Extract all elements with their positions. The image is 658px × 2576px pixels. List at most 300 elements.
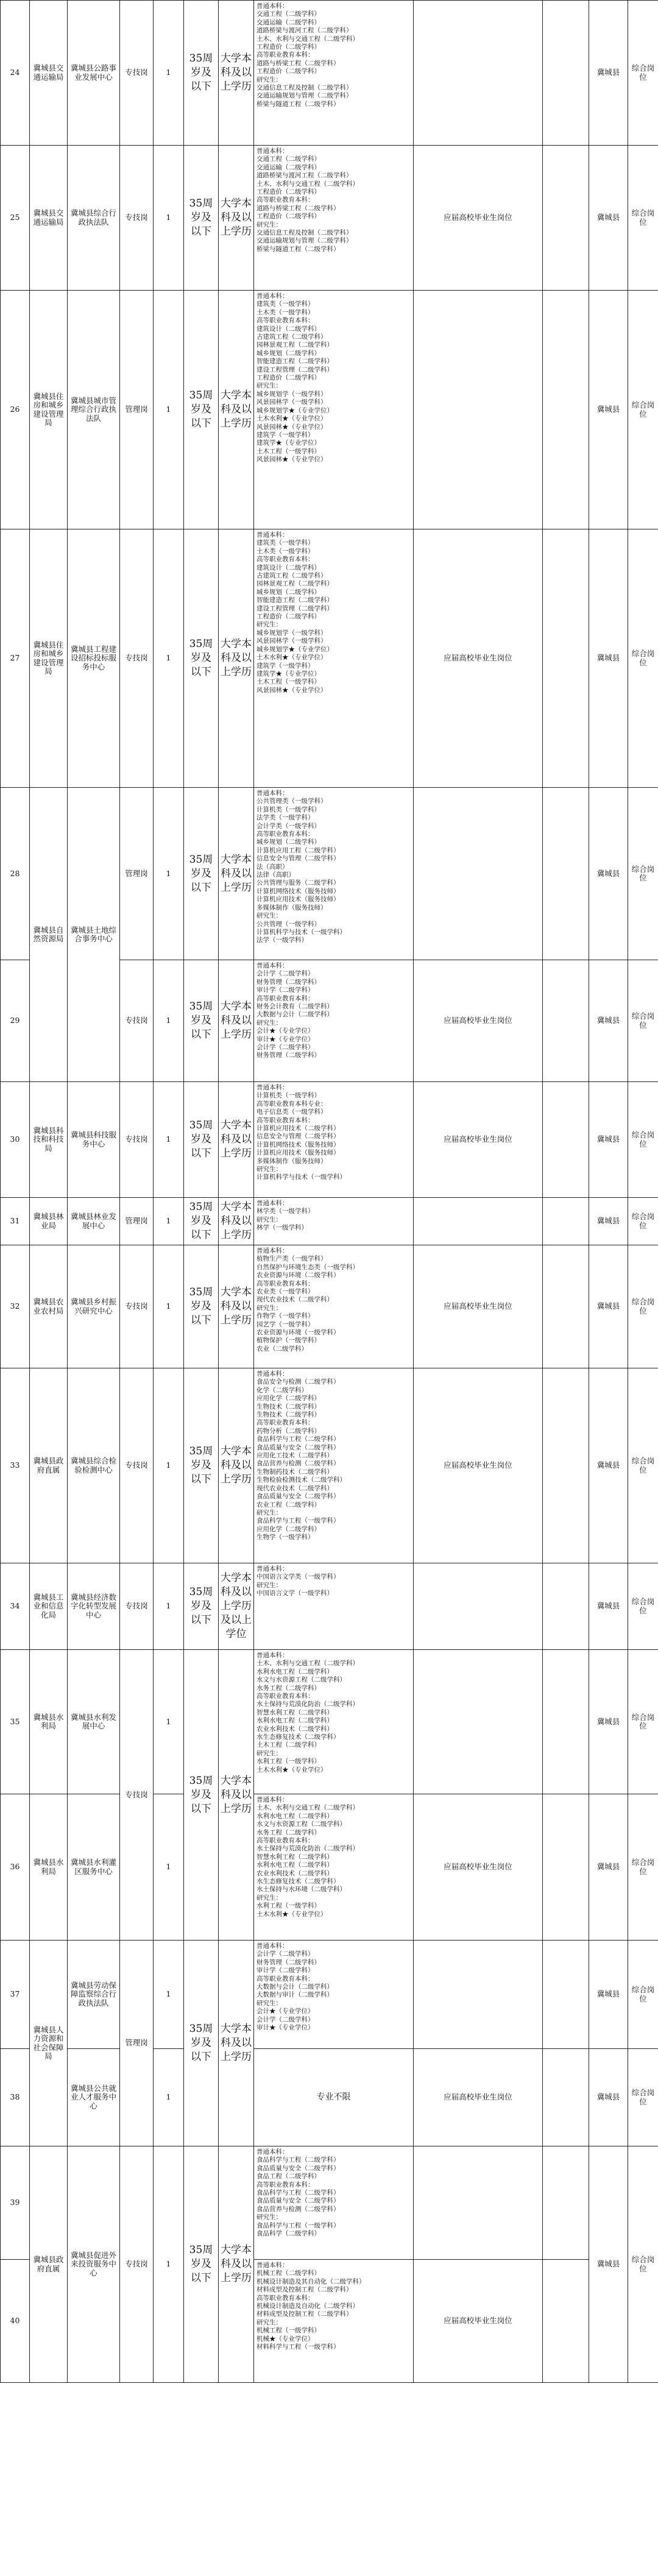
- major-item: 研究生：: [256, 1166, 282, 1173]
- major-item: 建筑设计（二级学科）: [256, 325, 320, 333]
- major-item: 机械设计制造及自动化（二级学科）: [256, 2302, 359, 2310]
- major-item: 城乡规划（二级学科）: [256, 349, 320, 357]
- unit-cell: 冀城县科技服务中心: [68, 1082, 120, 1198]
- row-number: 33: [1, 1368, 30, 1563]
- major-item: 土木工程（一级学科）: [256, 678, 320, 686]
- major-item: 机械工程（二级学科）: [256, 2270, 320, 2277]
- major-item: 研究生：: [256, 1019, 282, 1027]
- department-cell: 冀城县水利局: [30, 1794, 68, 1941]
- major-item: 会计★（专业学位）: [256, 1027, 314, 1035]
- education-cell: 大学本科及以上学历: [219, 1198, 254, 1245]
- count-cell: 1: [154, 1245, 184, 1368]
- majors-cell: [254, 1650, 414, 1794]
- position-category-cell: 综合岗位: [628, 1, 658, 146]
- major-item: 法学（一级学科）: [256, 936, 308, 944]
- major-item: 会计学（二级学科）: [256, 2015, 314, 2023]
- major-item: 林学类（一级学科）: [256, 1208, 314, 1215]
- major-item: 智能建造工程（二级学科）: [256, 596, 333, 604]
- post-type-cell: 专技岗: [120, 1563, 154, 1650]
- major-item: 计算机科学与技术（一级学科）: [256, 928, 346, 936]
- post-type-cell: 管理岗: [120, 1941, 154, 2146]
- other-requirement-cell: [414, 1198, 543, 1245]
- table-row: [1, 1563, 658, 1650]
- major-item: 研究生：: [256, 621, 282, 629]
- major-item: 机械★（专业学位）: [256, 2335, 314, 2343]
- major-item: 食品科学与工程（二级学科）: [256, 1435, 340, 1443]
- position-category-cell: 综合岗位: [628, 1794, 658, 1941]
- row-number: 38: [1, 2049, 30, 2146]
- blank-cell: [543, 1563, 589, 1650]
- county-cell: 冀城县: [589, 1941, 628, 2049]
- row-number: 37: [1, 1941, 30, 2049]
- other-requirement-cell: [414, 1, 543, 146]
- unit-cell: 冀城县土地综合事务中心: [68, 788, 120, 1082]
- major-item: 食品工程（二级学科）: [256, 2173, 320, 2181]
- major-item: 生物学（一级学科）: [256, 1534, 314, 1541]
- department-cell: 冀城县水利局: [30, 1650, 68, 1794]
- education-cell: 大学本科及以上学历: [219, 1, 254, 146]
- table-row: [1, 1368, 658, 1563]
- major-item: 材料成型及控制工程（二级学科）: [256, 2286, 353, 2294]
- major-item: 智慧水利工程（二级学科）: [256, 1853, 333, 1861]
- major-item: 智慧水利工程（二级学科）: [256, 1708, 333, 1716]
- education-cell: 大学本科及以上学历: [219, 1245, 254, 1368]
- count-cell: 1: [154, 2146, 184, 2383]
- department-cell: 冀城县住房和城乡建设管理局: [30, 529, 68, 788]
- major-item: 高等职业教育本科：: [256, 556, 314, 564]
- blank-cell: [543, 1082, 589, 1198]
- other-requirement-cell: 应届高校毕业生岗位: [414, 960, 543, 1082]
- other-requirement-cell: [414, 291, 543, 529]
- county-cell: 冀城县: [589, 1, 628, 146]
- count-cell: 1: [154, 1794, 184, 1941]
- other-requirement-cell: [414, 1563, 543, 1650]
- major-item: 风景园林★（专业学位）: [256, 456, 327, 464]
- age-cell: 35周岁及以下: [184, 1650, 219, 1941]
- major-item: 财务管理（二级学科）: [256, 978, 320, 986]
- major-item: 城乡规划学★（专业学位）: [256, 406, 333, 414]
- recruitment-table-body: [1, 1, 658, 2383]
- major-item: 信息安全与管理（二级学科）: [256, 855, 340, 863]
- blank-cell: [543, 146, 589, 291]
- major-item: 水文与水资源工程（二级学科）: [256, 1676, 346, 1684]
- major-item: 食品科学与工程（二级学科）: [256, 2156, 340, 2164]
- majors-cell: [254, 146, 414, 291]
- major-item: 研究生：: [256, 1999, 282, 2007]
- table-row: [1, 1, 658, 146]
- major-item: 农业工程（二级学科）: [256, 1501, 320, 1509]
- major-item: 生物技术（二级学科）: [256, 1403, 320, 1410]
- major-item: 工程造价（二级学科）: [256, 188, 320, 196]
- major-item: 审计学（二级学科）: [256, 1967, 314, 1975]
- major-item: 桥梁与隧道工程（二级学科）: [256, 100, 340, 108]
- department-cell: 冀城县林业局: [30, 1198, 68, 1245]
- major-item: 普通本科：: [256, 292, 289, 300]
- department-cell: 冀城县科技和科技局: [30, 1082, 68, 1198]
- position-category-cell: 综合岗位: [628, 1563, 658, 1650]
- table-row: [1, 1245, 658, 1368]
- major-item: 机械工程（一级学科）: [256, 2327, 320, 2335]
- other-requirement-cell: [414, 2146, 543, 2260]
- major-item: 审计★（专业学位）: [256, 1035, 314, 1043]
- county-cell: 冀城县: [589, 1198, 628, 1245]
- age-cell: 35周岁及以下: [184, 1245, 219, 1368]
- unit-cell: 冀城县综合行政执法队: [68, 146, 120, 291]
- major-item: 材料科学与工程（一级学科）: [256, 2343, 340, 2351]
- table-row: [1, 2049, 658, 2146]
- post-type-cell: 专技岗: [120, 960, 154, 1082]
- majors-cell: [254, 1245, 414, 1368]
- major-item: 普通本科：: [256, 1084, 289, 1091]
- major-item: 研究生：: [256, 382, 282, 390]
- row-number: 29: [1, 960, 30, 1082]
- other-requirement-cell: [414, 1650, 543, 1794]
- age-cell: 35周岁及以下: [184, 1563, 219, 1650]
- major-item: 研究生：: [256, 1894, 282, 1902]
- county-cell: 冀城县: [589, 1563, 628, 1650]
- major-item: 水土保持与水环境（二级学科）: [256, 1886, 346, 1894]
- majors-cell: [254, 1794, 414, 1941]
- major-item: 水生态修复技术（二级学科）: [256, 1878, 340, 1886]
- major-item: 高等职业教育本科：: [256, 830, 314, 838]
- major-item: 交通工程（二级学科）: [256, 10, 320, 18]
- major-item: 高等职业教育本科：: [256, 1693, 314, 1700]
- major-item: 计算机类（一级学科）: [256, 805, 320, 813]
- post-type-cell: 管理岗: [120, 1198, 154, 1245]
- major-item: 土木类（一级学科）: [256, 547, 314, 555]
- major-item: 交通运输（二级学科）: [256, 18, 320, 26]
- other-requirement-cell: [414, 1941, 543, 2049]
- count-cell: 1: [154, 788, 184, 960]
- major-item: 工程造价（二级学科）: [256, 43, 320, 51]
- blank-cell: [543, 1941, 589, 2049]
- major-item: 交通信息工程及控制（二级学科）: [256, 229, 353, 237]
- major-item: 农业资源与环境（二级学科）: [256, 1272, 340, 1279]
- county-cell: 冀城县: [589, 1650, 628, 1794]
- table-row: [1, 1082, 658, 1198]
- major-item: 高等职业教育本科：: [256, 317, 314, 325]
- major-item: 土木工程（二级学科）: [256, 1741, 320, 1749]
- major-item: 食品科学（二级学科）: [256, 2230, 320, 2238]
- major-item: 植物生产类（一级学科）: [256, 1255, 327, 1263]
- major-item: 高等职业教育本科：: [256, 1279, 314, 1287]
- education-cell: 大学本科及以上学历: [219, 788, 254, 960]
- major-item: 食品质量与安全（二级学科）: [256, 1493, 340, 1501]
- count-cell: 1: [154, 1082, 184, 1198]
- major-item: 高等职业教育本科：: [256, 2294, 314, 2302]
- age-cell: 35周岁及以下: [184, 1082, 219, 1198]
- age-cell: 35周岁及以下: [184, 529, 219, 788]
- major-item: 研究生：: [256, 221, 282, 228]
- major-item: 普通本科：: [256, 1942, 289, 1950]
- education-cell: 大学本科及以上学历: [219, 2146, 254, 2383]
- major-item: 应用化学（二级学科）: [256, 1395, 320, 1403]
- majors-cell: [254, 960, 414, 1082]
- table-row: [1, 788, 658, 960]
- major-item: 古建筑工程（二级学科）: [256, 572, 327, 580]
- position-category-cell: 综合岗位: [628, 2146, 658, 2383]
- major-item: 交通运输规划与管理（二级学科）: [256, 237, 353, 245]
- major-item: 农业（二级学科）: [256, 1345, 308, 1353]
- majors-cell: [254, 1082, 414, 1198]
- major-item: 作物学（一级学科）: [256, 1312, 314, 1320]
- major-item: 普通本科：: [256, 531, 289, 539]
- county-cell: 冀城县: [589, 529, 628, 788]
- unit-cell: 冀城县公共就业人才服务中心: [68, 2049, 120, 2146]
- blank-cell: [543, 2146, 589, 2260]
- other-requirement-cell: 应届高校毕业生岗位: [414, 529, 543, 788]
- major-item: 土木、水利与交通工程（二级学科）: [256, 1660, 359, 1668]
- unit-cell: 冀城县水利发展中心: [68, 1650, 120, 1794]
- major-item: 工程造价（二级学科）: [256, 374, 320, 382]
- major-item: 水文与水资源工程（二级学科）: [256, 1821, 346, 1828]
- age-cell: 35周岁及以下: [184, 146, 219, 291]
- county-cell: 冀城县: [589, 146, 628, 291]
- major-item: 建筑学（一级学科）: [256, 431, 314, 439]
- row-number: 40: [1, 2260, 30, 2383]
- major-item: 道路与桥梁工程（二级学科）: [256, 204, 340, 212]
- major-item: 普通本科：: [256, 962, 289, 969]
- major-item: 高等职业教育本科：: [256, 1837, 314, 1845]
- department-cell: 冀城县人力资源和社会保障局: [30, 1941, 68, 2146]
- post-type-cell: 专技岗: [120, 1368, 154, 1563]
- major-item: 风景园林★（专业学位）: [256, 423, 327, 431]
- county-cell: 冀城县: [589, 960, 628, 1082]
- major-item: 研究生：: [256, 1215, 282, 1223]
- major-item: 风景园林学（一级学科）: [256, 637, 327, 645]
- major-item: 古建筑工程（二级学科）: [256, 333, 327, 341]
- other-requirement-cell: 应届高校毕业生岗位: [414, 1794, 543, 1941]
- major-item: 研究生：: [256, 1509, 282, 1516]
- major-item: 智能建造工程（二级学科）: [256, 358, 333, 366]
- table-row: [1, 1198, 658, 1245]
- major-item: 研究生：: [256, 2318, 282, 2326]
- major-item: 研究生：: [256, 1749, 282, 1757]
- majors-cell: [254, 1368, 414, 1563]
- major-item: 自然保护与环境生态类（一级学科）: [256, 1263, 359, 1271]
- other-requirement-cell: 应届高校毕业生岗位: [414, 146, 543, 291]
- major-item: 食品营养与检测（二级学科）: [256, 1460, 340, 1468]
- majors-cell: 专业不限: [254, 2049, 414, 2146]
- position-category-cell: 综合岗位: [628, 1368, 658, 1563]
- major-item: 高等职业教育本科：: [256, 994, 314, 1002]
- major-item: 生物技术（二级学科）: [256, 1411, 320, 1419]
- other-requirement-cell: [414, 788, 543, 960]
- major-item: 会计学（二级学科）: [256, 970, 314, 978]
- major-item: 建设工程管理（二级学科）: [256, 604, 333, 612]
- department-cell: 冀城县交通运输局: [30, 1, 68, 146]
- major-item: 交通运输（二级学科）: [256, 163, 320, 171]
- other-requirement-cell: 应届高校毕业生岗位: [414, 1368, 543, 1563]
- county-cell: 冀城县: [589, 1082, 628, 1198]
- age-cell: 35周岁及以下: [184, 1368, 219, 1563]
- blank-cell: [543, 1650, 589, 1794]
- major-item: 城乡规划（二级学科）: [256, 838, 320, 846]
- major-item: 农业水利技术（二级学科）: [256, 1725, 333, 1733]
- major-item: 建筑学★（专业学位）: [256, 670, 320, 678]
- post-type-cell: 专技岗: [120, 146, 154, 291]
- age-cell: 35周岁及以下: [184, 1198, 219, 1245]
- post-type-cell: 管理岗: [120, 291, 154, 529]
- majors-cell: [254, 1941, 414, 2049]
- table-row: [1, 529, 658, 788]
- major-item: 土木水利★（专业学位）: [256, 415, 327, 423]
- position-category-cell: 综合岗位: [628, 2049, 658, 2146]
- unit-cell: 冀城县乡村振兴研究中心: [68, 1245, 120, 1368]
- major-item: 应用化学（二级学科）: [256, 1525, 320, 1533]
- major-item: 交通信息工程及控制（二级学科）: [256, 84, 353, 92]
- education-cell: 大学本科及以上学历: [219, 960, 254, 1082]
- blank-cell: [543, 788, 589, 960]
- major-item: 会计学（二级学科）: [256, 1950, 314, 1958]
- major-item: 会计学（二级学科）: [256, 1044, 314, 1052]
- major-item: 食品质量与安全（二级学科）: [256, 2164, 340, 2172]
- major-item: 大数据与会计（二级学科）: [256, 1011, 333, 1019]
- major-item: 化学（二级学科）: [256, 1386, 308, 1394]
- major-item: 研究生：: [256, 2213, 282, 2221]
- major-item: 城乡规划学（一级学科）: [256, 629, 327, 637]
- education-cell: 大学本科及以上学历: [219, 1650, 254, 1941]
- major-item: 高等职业教育本科：: [256, 196, 314, 204]
- table-row: [1, 2146, 658, 2260]
- blank-cell: [543, 1368, 589, 1563]
- major-item: 信息安全与管理（二级学科）: [256, 1133, 340, 1141]
- major-item: 农业水利技术（二级学科）: [256, 1869, 333, 1877]
- unit-cell: 冀城县经济数字化转型发展中心: [68, 1563, 120, 1650]
- major-item: 城乡规划学（一级学科）: [256, 390, 327, 398]
- major-item: 农业资源与环境（一级学科）: [256, 1329, 340, 1337]
- age-cell: 35周岁及以下: [184, 2146, 219, 2383]
- major-item: 计算机应用技术（服务技师）: [256, 896, 340, 904]
- row-number: 39: [1, 2146, 30, 2260]
- major-item: 风景园林学（一级学科）: [256, 398, 327, 406]
- major-item: 计算机应用工程（二级学科）: [256, 846, 340, 854]
- table-row: [1, 1650, 658, 1794]
- table-row: [1, 146, 658, 291]
- row-number: 24: [1, 1, 30, 146]
- department-cell: 冀城县工业和信息化局: [30, 1563, 68, 1650]
- blank-cell: [543, 1, 589, 146]
- position-category-cell: 综合岗位: [628, 1941, 658, 2049]
- post-type-cell: 专技岗: [120, 2146, 154, 2383]
- other-requirement-cell: 应届高校毕业生岗位: [414, 1245, 543, 1368]
- major-item: 水利水电工程（二级学科）: [256, 1812, 333, 1820]
- major-item: 高等职业教育本科：: [256, 51, 314, 59]
- row-number: 27: [1, 529, 30, 788]
- major-item: 研究生：: [256, 76, 282, 83]
- major-item: 交通运输规划与管理（二级学科）: [256, 92, 353, 100]
- major-item: 审计学（二级学科）: [256, 986, 314, 994]
- major-item: 公共管理（一级学科）: [256, 920, 320, 928]
- major-item: 现代农业技术（二级学科）: [256, 1484, 333, 1492]
- major-item: 工程造价（二级学科）: [256, 68, 320, 76]
- major-item: 道路桥梁与渡河工程（二级学科）: [256, 172, 353, 180]
- major-item: 土木工程（一级学科）: [256, 447, 320, 455]
- county-cell: 冀城县: [589, 1245, 628, 1368]
- major-item: 普通本科：: [256, 1796, 289, 1803]
- major-item: 普通本科：: [256, 1370, 289, 1378]
- position-category-cell: 综合岗位: [628, 291, 658, 529]
- major-item: 多媒体制作（服务技师）: [256, 904, 327, 911]
- count-cell: 1: [154, 1368, 184, 1563]
- table-row: [1, 291, 658, 529]
- majors-cell: [254, 291, 414, 529]
- position-category-cell: 综合岗位: [628, 960, 658, 1082]
- major-item: 食品营养与检测（二级学科）: [256, 2205, 340, 2213]
- unit-cell: 冀城县林业发展中心: [68, 1198, 120, 1245]
- major-item: 普通本科：: [256, 147, 289, 155]
- other-requirement-cell: 应届高校毕业生岗位: [414, 2260, 543, 2383]
- post-type-cell: 专技岗: [120, 529, 154, 788]
- age-cell: 35周岁及以下: [184, 960, 219, 1082]
- major-item: 高等职业教育本科：: [256, 1975, 314, 1983]
- majors-cell: [254, 1198, 414, 1245]
- row-number: 32: [1, 1245, 30, 1368]
- major-item: 植物保护（一级学科）: [256, 1337, 320, 1345]
- major-item: 桥梁与隧道工程（二级学科）: [256, 245, 340, 253]
- county-cell: 冀城县: [589, 291, 628, 529]
- count-cell: 1: [154, 1198, 184, 1245]
- row-number: 31: [1, 1198, 30, 1245]
- other-requirement-cell: 应届高校毕业生岗位: [414, 1082, 543, 1198]
- major-item: 建设工程管理（二级学科）: [256, 366, 333, 373]
- row-number: 28: [1, 788, 30, 960]
- major-item: 普通本科：: [256, 2, 289, 10]
- count-cell: 1: [154, 2049, 184, 2146]
- major-item: 计算机科学与技术（一级学科）: [256, 1173, 346, 1181]
- major-item: 林学（一级学科）: [256, 1224, 308, 1232]
- major-item: 建筑学（一级学科）: [256, 662, 314, 670]
- unit-cell: 冀城县水利灌区服务中心: [68, 1794, 120, 1941]
- major-item: 土木类（一级学科）: [256, 308, 314, 316]
- major-item: 电子信息类（一级学科）: [256, 1108, 327, 1116]
- major-item: 普通本科：: [256, 1652, 289, 1659]
- major-item: 生物制药技术（二级学科）: [256, 1468, 333, 1476]
- count-cell: 1: [154, 1941, 184, 2049]
- major-item: 建筑类（一级学科）: [256, 539, 314, 547]
- major-item: 公共管理与服务（二级学科）: [256, 879, 340, 887]
- majors-cell: [254, 2146, 414, 2260]
- major-item: 水利水电工程（二级学科）: [256, 1717, 333, 1725]
- major-item: 药物分析（二级学科）: [256, 1427, 320, 1435]
- age-cell: 35周岁及以下: [184, 1, 219, 146]
- education-cell: 大学本科及以上学历: [219, 529, 254, 788]
- major-item: 食品安全与检测（二级学科）: [256, 1378, 340, 1386]
- major-item: 高等职业教育本科：: [256, 1116, 314, 1124]
- major-item: 研究生：: [256, 912, 282, 920]
- count-cell: 1: [154, 1, 184, 146]
- department-cell: 冀城县农业农村局: [30, 1245, 68, 1368]
- age-cell: 35周岁及以下: [184, 291, 219, 529]
- major-item: 研究生：: [256, 1581, 282, 1589]
- major-item: 建筑学★（专业学位）: [256, 439, 320, 447]
- major-item: 水利水电工程（二级学科）: [256, 1861, 333, 1869]
- major-item: 生物检验检测技术（二级学科）: [256, 1476, 346, 1484]
- major-item: 中国语言文学（一级学科）: [256, 1590, 333, 1598]
- major-item: 审计★（专业学位）: [256, 2024, 314, 2032]
- major-item: 水务工程（二级学科）: [256, 1828, 320, 1836]
- major-item: 城乡规划学★（专业学位）: [256, 645, 333, 653]
- major-item: 工程造价（二级学科）: [256, 213, 320, 221]
- majors-cell: [254, 2260, 414, 2383]
- age-cell: 35周岁及以下: [184, 788, 219, 960]
- major-item: 计算机应用技术（服务技师）: [256, 1149, 340, 1157]
- count-cell: 1: [154, 529, 184, 788]
- blank-cell: [543, 529, 589, 788]
- major-item: 应用化工技术（二级学科）: [256, 1452, 333, 1460]
- unit-cell: 冀城县城市管理综合行政执法队: [68, 291, 120, 529]
- unit-cell: 冀城县促进外来投资服务中心: [68, 2146, 120, 2383]
